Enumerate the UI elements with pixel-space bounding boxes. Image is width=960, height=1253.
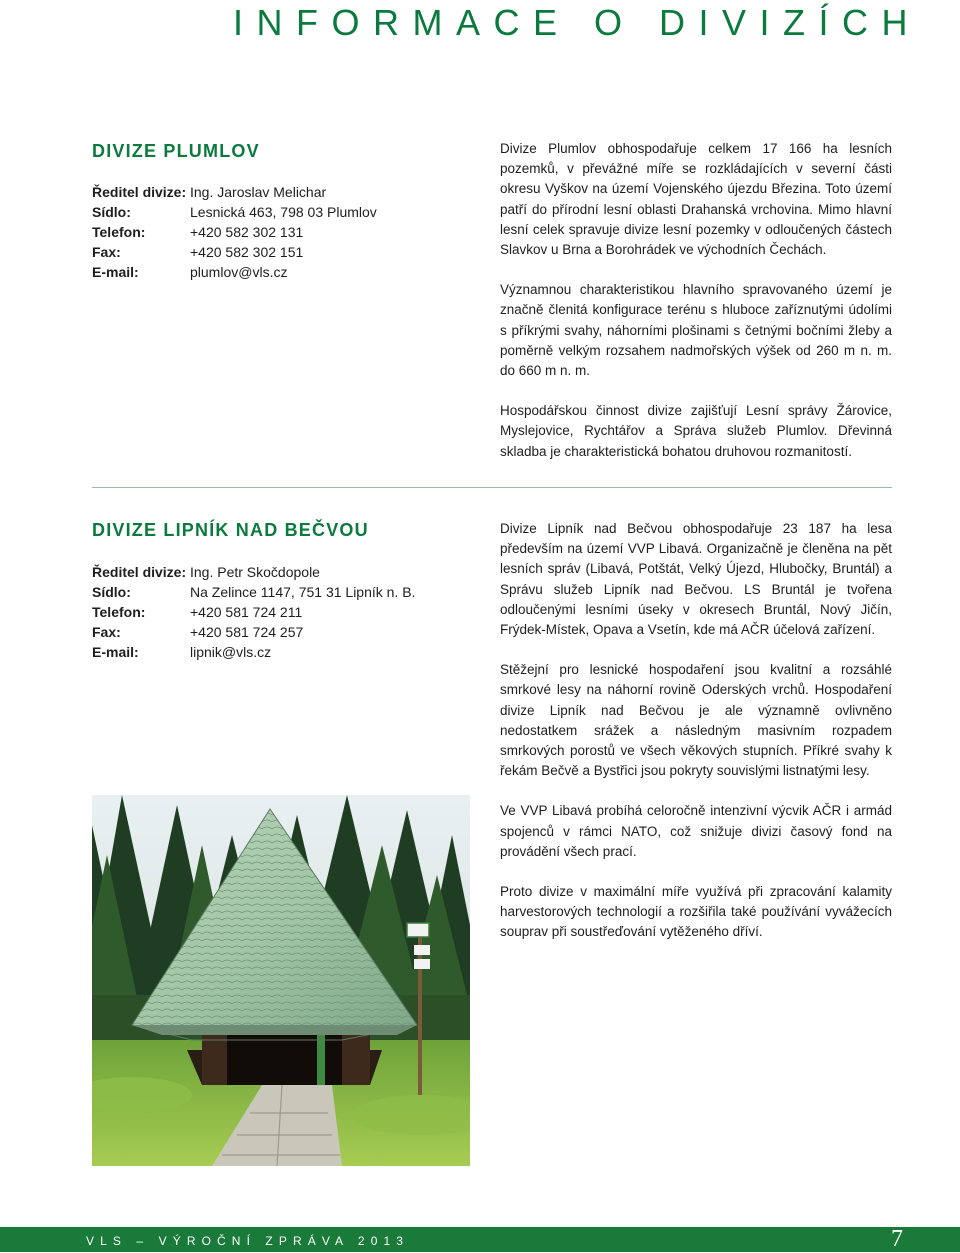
footer-title: VLS – VÝROČNÍ ZPRÁVA 2013 [86, 1234, 410, 1248]
contact-value: Ing. Jaroslav Melichar [190, 184, 327, 200]
contact-label: Fax: [92, 624, 121, 640]
contact-label: Sídlo: [92, 204, 131, 220]
contact-value: +420 582 302 151 [190, 244, 304, 260]
plumlov-description [500, 139, 892, 482]
contact-label: Telefon: [92, 604, 146, 620]
paragraph: Proto divize v maximální míře využívá při zpracování kalamity harvestorových technologií a rozšiřila také používání vyvážecích souprav při soustřeďování vytěženého dříví. [500, 884, 892, 940]
lipnik-description [500, 519, 892, 963]
contact-value: Na Zelince 1147, 751 31 Lipník n. B. [190, 584, 416, 600]
paragraph: Významnou charakteristikou hlavního spravovaného území je značně členitá konfigurace terénu s hluboce zaříznutými údolími s příkrými svahy, náhorními plošinami s četnými bočními žleby a poměrně velkým rozsahem nadmořských výšek od 260 m n. m. do 660 m n. m. [500, 282, 892, 379]
contact-label: E-mail: [92, 264, 139, 280]
page-number: 7 [891, 1226, 903, 1252]
contact-label: Sídlo: [92, 584, 131, 600]
forest-shelter-photo [92, 795, 470, 1166]
contact-label: Ředitel divize: [92, 184, 187, 200]
paragraph: Ve VVP Libavá probíhá celoročně intenzivní výcvik AČR i armád spojenců v rámci NATO, což snižuje divizi časový fond na provádění všech prací. [500, 803, 892, 859]
contact-label: Telefon: [92, 224, 146, 240]
contact-label: Ředitel divize: [92, 564, 187, 580]
paragraph: Divize Lipník nad Bečvou obhospodařuje 23 187 ha lesa především na území VVP Libavá. Organizačně je členěna na pět lesních správ (Libavá, Potštát, Velký Újezd, Hlubočky, Bruntál) a Správu služeb Lipník nad Bečvou. LS Bruntál je tvořena odloučenými lesními úseky v okresech Bruntál, Nový Jičín, Frýdek-Místek, Opava a Vsetín, kde má AČR účelová zařízení. [500, 521, 892, 638]
contact-value: +420 582 302 131 [190, 224, 304, 240]
section-title-plumlov: DIVIZE PLUMLOV [92, 141, 260, 161]
contact-value: Ing. Petr Skočdopole [190, 564, 320, 580]
email-link[interactable]: lipnik@vls.cz [190, 644, 272, 660]
page-title: INFORMACE O DIVIZÍCH [233, 2, 922, 43]
contact-label: E-mail: [92, 644, 139, 660]
contact-value: +420 581 724 211 [190, 604, 303, 620]
section-title-lipnik: DIVIZE LIPNÍK NAD BEČVOU [92, 520, 369, 540]
contact-value: Lesnická 463, 798 03 Plumlov [190, 204, 377, 220]
paragraph: Divize Plumlov obhospodařuje celkem 17 166 ha lesních pozemků, v převážné míře se rozkládajících v severní části okresu Vyškov na území Vojenského újezdu Březina. Toto území patří do přírodní lesní oblasti Drahanská vrchovina. Mimo hlavní lesní celek spravuje divize lesní pozemky v odloučených částech Slavkov u Brna a Borohrádek ve východních Čechách. [500, 141, 892, 258]
section-divider [92, 487, 892, 488]
contact-value: +420 581 724 257 [190, 624, 304, 640]
email-link[interactable]: plumlov@vls.cz [190, 264, 288, 280]
paragraph: Stěžejní pro lesnické hospodaření jsou kvalitní a rozsáhlé smrkové lesy na náhorní rovině Oderských vrchů. Hospodaření divize Lipník nad Bečvou je ale významně ovlivněno nedostatkem srážek a následným masivním rozpadem smrkových porostů ve všech věkových stupních. Příkré svahy k řekám Bečvě a Bystřici jsou pokryty souvislými listnatými lesy. [500, 662, 892, 779]
paragraph: Hospodářskou činnost divize zajišťují Lesní správy Žárovice, Myslejovice, Rychtářov a Správa služeb Plumlov. Dřevinná skladba je charakteristická bohatou druhovou rozmanitostí. [500, 403, 892, 459]
contact-label: Fax: [92, 244, 121, 260]
